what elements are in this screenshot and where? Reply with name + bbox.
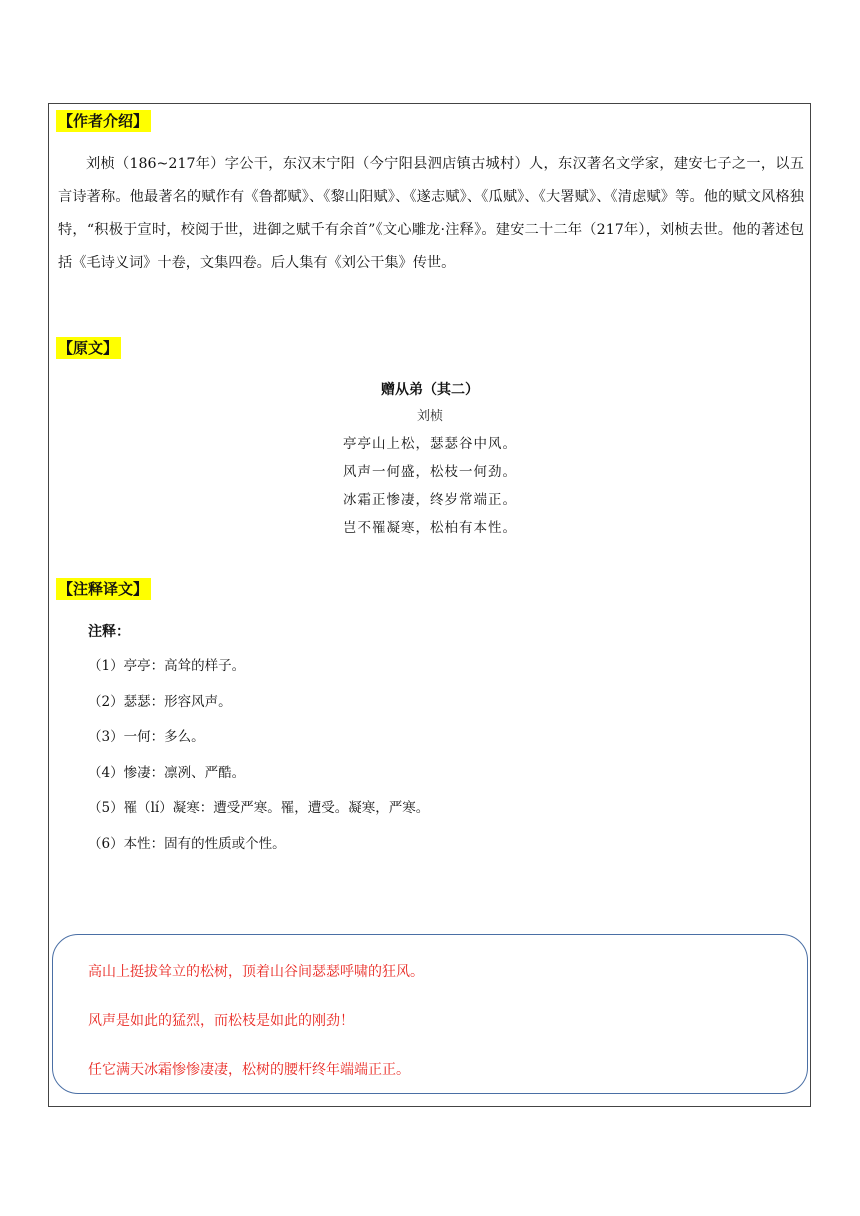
poem-line: 岂不罹凝寒，松柏有本性。 <box>343 520 517 536</box>
note-item: （1）亭亭：高耸的样子。 <box>88 658 246 674</box>
translation-list <box>88 962 424 1109</box>
poem-title: 赠从弟（其二） <box>381 382 479 398</box>
note-item: （5）罹（lí）凝寒：遭受严寒。罹，遭受。凝寒，严寒。 <box>88 800 430 816</box>
note-item: （2）瑟瑟：形容风声。 <box>88 693 232 710</box>
poem-line: 风声一何盛，松枝一何劲。 <box>343 464 517 480</box>
poem-author: 刘桢 <box>416 409 443 424</box>
note-item: （6）本性：固有的性质或个性。 <box>88 835 286 852</box>
note-item: （4）惨凄：凛冽、严酷。 <box>88 764 246 781</box>
translation-line: 风声是如此的猛烈，而松枝是如此的刚劲！ <box>88 1013 354 1029</box>
notes-heading: 注释： <box>88 624 130 640</box>
poem-line: 亭亭山上松，瑟瑟谷中风。 <box>343 436 517 452</box>
author-intro-paragraph: 刘桢（186~217年）字公干，东汉末宁阳（今宁阳县泗店镇古城村）人，东汉著名文学家，建安七子之一，以五言诗著称。他最著名的赋作有《鲁都赋》、《黎山阳赋》、《遂志赋》、《瓜赋》、《大署赋》、《清虑赋》等。他的赋文风格独特，“积极于宣时，校阅于世，进御之赋千有余首”《文心雕龙·注释》。建安二十二年（217年），刘桢去世。他的著述包括《毛诗义词》十卷，文集四卷。后人集有《刘公干集》传世。 <box>58 156 804 271</box>
notes-list <box>88 649 429 862</box>
poem-line: 冰霜正惨凄，终岁常端正。 <box>343 492 517 508</box>
section-title-notes-translation: 【注释译文】 <box>56 578 151 600</box>
translation-line: 任它满天冰霜惨惨凄凄，松树的腰杆终年端端正正。 <box>88 1062 410 1078</box>
poem-body <box>230 430 630 542</box>
translation-line: 高山上挺拔耸立的松树，顶着山谷间瑟瑟呼啸的狂风。 <box>88 964 424 980</box>
note-item: （3）一何：多么。 <box>88 729 205 745</box>
section-title-author-intro: 【作者介绍】 <box>56 110 151 132</box>
section-title-original: 【原文】 <box>56 337 121 359</box>
